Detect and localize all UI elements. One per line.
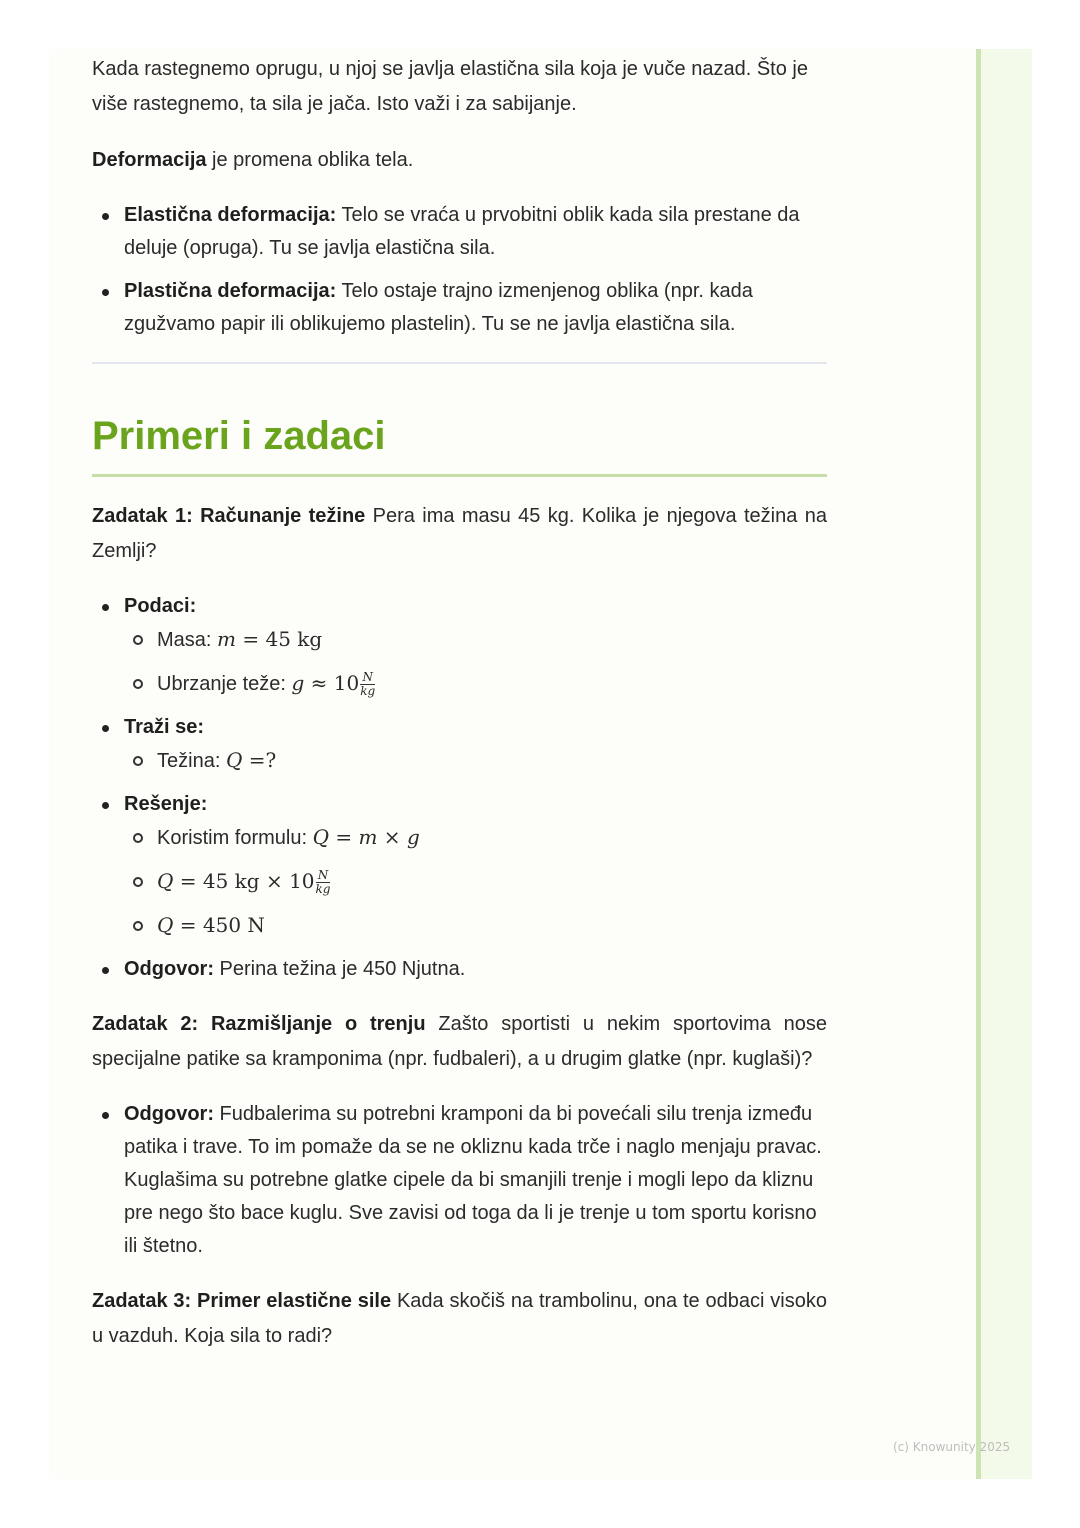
section-divider	[92, 362, 827, 364]
task1-resenje: Rešenje: Koristim formulu: Q = m × g Q = 45 kg × 10 $\frac{N}{kg}$ Q = 450 N	[124, 788, 827, 943]
unit-fraction: $\frac{N}{kg}$	[315, 868, 331, 896]
task1-paragraph: Zadatak 1: Računanje težine Pera ima masu 45 kg. Kolika je njegova težina na Zemlji?	[92, 505, 827, 562]
intro-paragraph: Kada rastegnemo oprugu, u njoj se javlja elastična sila koja je vuče nazad. Što je više rastegnemo, ta sila je jača. Isto važi i za sabijanje.	[92, 58, 808, 115]
copyright-footer: (c) Knowunity 2025	[893, 1440, 1011, 1454]
task2-title: Zadatak 2: Razmišljanje o trenju	[92, 1013, 426, 1035]
podaci-sublist	[124, 623, 827, 701]
tezina-item: Težina: Q =?	[157, 744, 827, 778]
list-item-plastic: Plastična deformacija: Telo ostaje trajno izmenjenog oblika (npr. kada zgužvamo papir ili oblikujemo plastelin). Tu se ne javlja elastična sila.	[124, 275, 827, 341]
document-content	[92, 52, 827, 1375]
task2-paragraph: Zadatak 2: Razmišljanje o trenju Zašto sportisti u nekim sportovima nose specijalne patike sa kramponima (npr. fudbaleri), a u drugim glatke (npr. kuglaši)?	[92, 1013, 828, 1070]
side-strip	[976, 49, 1032, 1479]
calc-step-item: Q = 45 kg × 10 $\frac{N}{kg}$	[157, 865, 827, 899]
task3-title: Zadatak 3: Primer elastične sile	[92, 1290, 392, 1312]
task2-list	[92, 1098, 827, 1263]
task1-title: Zadatak 1: Računanje težine	[92, 505, 366, 527]
list-item-elastic: Elastična deformacija: Telo se vraća u prvobitni oblik kada sila prestane da deluje (opruga). Tu se javlja elastična sila.	[124, 199, 827, 265]
task2-odgovor: Odgovor: Fudbalerima su potrebni kramponi da bi povećali silu trenja između patika i trave. To im pomaže da se ne okliznu kada trče i naglo menjaju pravac. Kuglašima su potrebne glatke cipele da bi smanjili trenje i mogli lepo da kliznu pre nego što bace kuglu. Sve zavisi od toga da li je trenje u tom sportu korisno ili štetno.	[124, 1098, 827, 1263]
masa-item: Masa: m = 45 kg	[157, 623, 827, 657]
task1-podaci: Podaci: Masa: m = 45 kg Ubrzanje teže: g ≈ 10 $\frac{N}{kg}$	[124, 590, 827, 701]
formula-item: Koristim formulu: Q = m × g	[157, 821, 827, 855]
task1-list	[92, 590, 827, 986]
section-title: Primeri i zadaci	[92, 410, 827, 477]
deformation-term: Deformacija	[92, 149, 207, 171]
deformation-definition: Deformacija je promena oblika tela.	[92, 149, 414, 171]
task1-odgovor: Odgovor: Perina težina je 450 Njutna.	[124, 953, 827, 986]
task1-trazi: Traži se: Težina: Q =?	[124, 711, 827, 778]
ubrzanje-item: Ubrzanje teže: g ≈ 10 $\frac{N}{kg}$	[157, 667, 827, 701]
deformation-list	[92, 199, 827, 341]
unit-fraction: $\frac{N}{kg}$	[360, 670, 376, 698]
task3-paragraph: Zadatak 3: Primer elastične sile Kada skočiš na trambolinu, ona te odbaci visoko u vazduh. Koja sila to radi?	[92, 1290, 827, 1347]
result-item: Q = 450 N	[157, 909, 827, 943]
